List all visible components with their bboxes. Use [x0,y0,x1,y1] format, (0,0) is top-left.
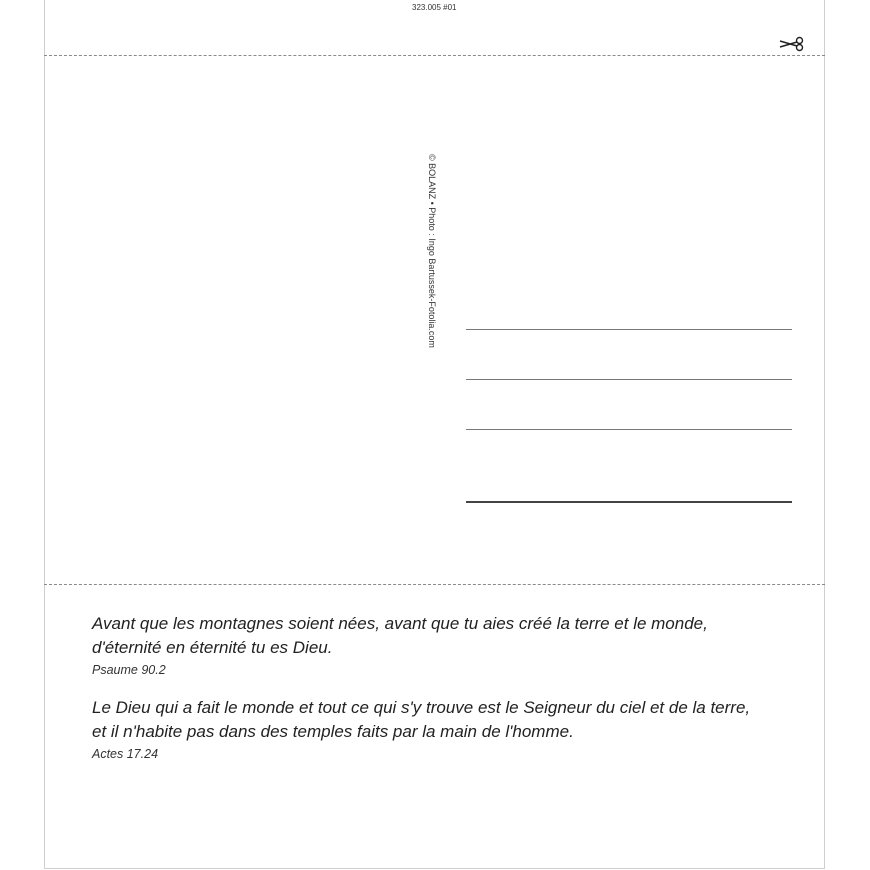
bottom-cut-line [44,584,825,585]
verse-line: et il n'habite pas dans des temples faits par la main de l'homme. [92,722,574,741]
scissors-icon [778,36,806,52]
address-line [466,329,792,330]
address-line [466,379,792,380]
address-line [466,429,792,430]
top-cut-line [44,55,825,56]
reference-code: 323.005 #01 [412,3,457,12]
verses-section [92,612,792,762]
verse-line: Le Dieu qui a fait le monde et tout ce qui s'y trouve est le Seigneur du ciel et de la terre, [92,698,751,717]
verse-text [92,612,792,660]
verse-reference: Actes 17.24 [92,747,159,761]
address-line-bottom [466,501,792,503]
verse-line: Avant que les montagnes soient nées, avant que tu aies créé la terre et le monde, [92,614,708,633]
verse-block [92,696,792,762]
verse-line: d'éternité en éternité tu es Dieu. [92,638,333,657]
photo-credit: © BOLANZ • Photo : Ingo Bartussek-Fotolia.com [427,154,437,348]
verse-text [92,696,792,744]
verse-block [92,612,792,678]
verse-reference: Psaume 90.2 [92,663,166,677]
